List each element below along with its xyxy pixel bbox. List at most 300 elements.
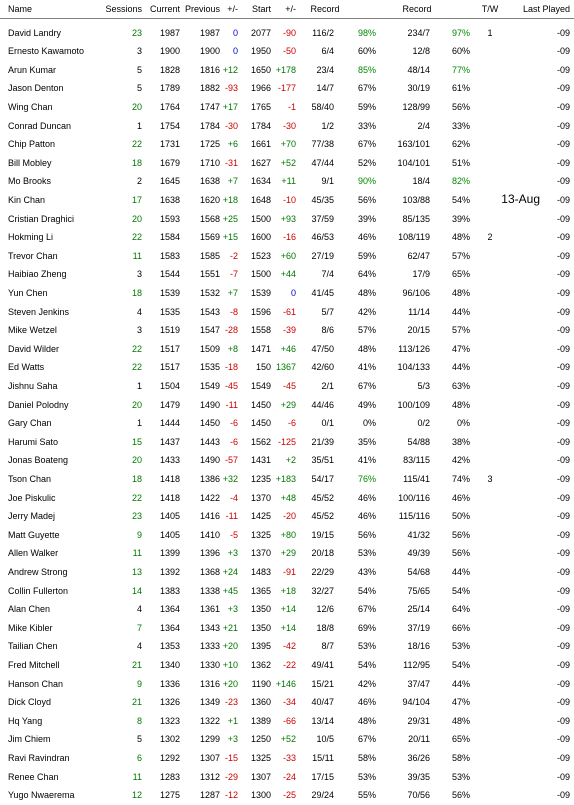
cell-start: 1235 [250, 473, 271, 484]
cell-change1: +12 [222, 64, 238, 75]
cell-record2: 37/19 [407, 622, 430, 633]
cell-previous: 1509 [199, 343, 220, 354]
cell-record1: 49/41 [311, 659, 334, 670]
cell-last: -09 [556, 752, 570, 763]
cell-record2: 115/41 [403, 473, 430, 484]
cell-current: 1418 [159, 492, 180, 503]
cell-previous: 1410 [199, 529, 220, 540]
cell-pct2: 60% [451, 46, 470, 57]
cell-start: 1523 [250, 250, 271, 261]
cell-last: -09 [556, 455, 570, 466]
cell-tw: 3 [487, 473, 493, 484]
cell-previous: 1299 [199, 734, 220, 745]
table-row [0, 135, 574, 154]
cell-record2: 54/68 [407, 566, 430, 577]
cell-sessions: 14 [131, 585, 142, 596]
header-change-1: +/- [227, 4, 238, 14]
cell-pct2: 97% [451, 27, 470, 38]
table-row [0, 303, 574, 322]
cell-current: 1418 [159, 473, 180, 484]
cell-change2: +178 [275, 64, 296, 75]
cell-sessions: 2 [136, 176, 142, 187]
cell-change1: +6 [227, 139, 238, 150]
table-row [0, 42, 574, 61]
cell-name: Mike Wetzel [8, 325, 57, 336]
cell-name: Daniel Polodny [8, 399, 69, 410]
header-last-played: Last Played [522, 4, 570, 14]
header-current: Current [149, 4, 180, 14]
cell-change2: -50 [282, 46, 296, 57]
cell-record2: 85/135 [402, 213, 430, 224]
cell-pct1: 54% [357, 659, 376, 670]
cell-last: -09 [556, 176, 570, 187]
cell-name: Kin Chan [8, 194, 46, 205]
cell-start: 2077 [250, 27, 271, 38]
table-row [0, 61, 574, 80]
table-row [0, 265, 574, 284]
cell-sessions: 11 [132, 548, 142, 559]
cell-record1: 13/14 [311, 715, 334, 726]
cell-change2: -125 [277, 436, 296, 447]
cell-record1: 17/15 [311, 771, 334, 782]
cell-record2: 29/31 [407, 715, 430, 726]
cell-sessions: 18 [131, 473, 142, 484]
table-row [0, 433, 574, 452]
cell-previous: 1322 [199, 715, 220, 726]
cell-name: Allen Walker [8, 548, 59, 559]
cell-last: -09 [556, 529, 570, 540]
cell-change1: +45 [222, 585, 238, 596]
cell-last: -09 [556, 436, 570, 447]
cell-previous: 1490 [199, 455, 220, 466]
cell-change2: +146 [275, 678, 296, 689]
table-row [0, 544, 574, 563]
cell-name: Yun Chen [8, 287, 48, 298]
cell-last: -09 [556, 325, 570, 336]
cell-pct2: 44% [451, 362, 470, 373]
cell-start: 1307 [250, 771, 271, 782]
cell-pct1: 41% [357, 362, 376, 373]
cell-current: 1754 [159, 120, 180, 131]
cell-pct1: 33% [357, 120, 376, 131]
cell-last: -09 [556, 715, 570, 726]
cell-record1: 14/7 [316, 83, 334, 94]
cell-previous: 1620 [199, 194, 220, 205]
cell-record2: 83/115 [403, 455, 430, 466]
cell-record1: 40/47 [311, 697, 334, 708]
cell-sessions: 22 [131, 139, 142, 150]
table-row [0, 117, 574, 136]
cell-name: Jishnu Saha [8, 380, 58, 391]
cell-previous: 1543 [199, 306, 220, 317]
cell-name: David Wilder [8, 343, 60, 354]
date-note: 13-Aug [501, 191, 540, 206]
cell-record1: 23/4 [316, 64, 334, 75]
cell-name: Renee Chan [8, 771, 59, 782]
cell-record1: 27/19 [311, 250, 334, 261]
cell-record1: 37/59 [311, 213, 334, 224]
cell-name: Ernesto Kawamoto [8, 46, 85, 57]
cell-pct1: 76% [357, 473, 376, 484]
cell-record1: 54/17 [311, 473, 334, 484]
cell-change1: +32 [222, 473, 238, 484]
cell-start: 1365 [250, 585, 271, 596]
cell-last: -09 [556, 678, 570, 689]
cell-change2: -1 [287, 101, 296, 112]
table-row [0, 98, 574, 117]
cell-sessions: 1 [136, 120, 142, 131]
cell-start: 1562 [250, 436, 271, 447]
cell-change1: -29 [224, 771, 238, 782]
cell-pct2: 57% [451, 325, 470, 336]
cell-change2: -10 [282, 194, 296, 205]
table-row [0, 228, 574, 247]
cell-change2: 1367 [275, 362, 296, 373]
cell-pct2: 66% [451, 622, 470, 633]
cell-previous: 1535 [199, 362, 220, 373]
table-row [0, 619, 574, 638]
cell-change2: +183 [275, 473, 296, 484]
cell-previous: 1450 [199, 418, 220, 429]
cell-pct1: 64% [357, 269, 376, 280]
cell-start: 1627 [250, 157, 271, 168]
cell-change1: -23 [224, 697, 238, 708]
cell-change1: -15 [224, 752, 238, 763]
cell-record1: 7/4 [321, 269, 334, 280]
cell-pct2: 82% [451, 176, 470, 187]
cell-pct2: 65% [451, 269, 470, 280]
cell-record1: 10/5 [316, 734, 334, 745]
cell-sessions: 22 [131, 492, 142, 503]
cell-start: 1634 [250, 176, 271, 187]
cell-start: 1325 [250, 752, 271, 763]
cell-last: -09 [556, 287, 570, 298]
cell-record2: 104/101 [397, 157, 430, 168]
cell-change2: -42 [282, 641, 296, 652]
cell-pct2: 44% [451, 306, 470, 317]
cell-current: 1392 [159, 566, 180, 577]
cell-previous: 1882 [199, 83, 220, 94]
cell-sessions: 15 [131, 436, 142, 447]
cell-record2: 49/39 [407, 548, 430, 559]
cell-current: 1405 [159, 529, 180, 540]
header-tw: T/W [481, 4, 499, 14]
cell-sessions: 4 [136, 641, 142, 652]
cell-current: 1583 [159, 250, 180, 261]
cell-change2: +52 [280, 157, 296, 168]
table-row [0, 489, 574, 508]
cell-last: -09 [556, 641, 570, 652]
cell-last: -09 [556, 139, 570, 150]
cell-pct1: 53% [357, 548, 376, 559]
cell-name: Conrad Duncan [8, 120, 72, 131]
cell-sessions: 22 [131, 343, 142, 354]
cell-change1: +7 [227, 176, 238, 187]
cell-record1: 12/6 [316, 604, 334, 615]
cell-sessions: 22 [131, 362, 142, 373]
cell-record2: 2/4 [417, 120, 430, 131]
header-sessions: Sessions [105, 4, 142, 14]
cell-previous: 1330 [199, 659, 220, 670]
cell-sessions: 3 [136, 325, 142, 336]
cell-record2: 94/104 [402, 697, 430, 708]
cell-sessions: 6 [136, 752, 142, 763]
table-row [0, 24, 574, 43]
cell-record2: 18/16 [407, 641, 430, 652]
cell-last: -09 [556, 697, 570, 708]
cell-start: 1450 [250, 418, 271, 429]
cell-change1: +3 [227, 604, 238, 615]
cell-current: 1544 [159, 269, 180, 280]
cell-name: Arun Kumar [8, 64, 57, 75]
cell-sessions: 22 [131, 232, 142, 243]
cell-last: -09 [556, 101, 570, 112]
cell-change1: +3 [227, 548, 238, 559]
cell-pct2: 42% [451, 455, 470, 466]
cell-current: 1292 [159, 752, 180, 763]
cell-pct1: 43% [357, 566, 376, 577]
cell-record1: 20/18 [311, 548, 334, 559]
cell-pct1: 48% [357, 343, 376, 354]
table-row [0, 712, 574, 731]
cell-pct2: 47% [451, 697, 470, 708]
cell-last: -09 [556, 64, 570, 75]
cell-start: 1558 [250, 325, 271, 336]
cell-record1: 32/27 [311, 585, 334, 596]
cell-change2: +14 [280, 622, 296, 633]
cell-pct2: 48% [451, 715, 470, 726]
cell-sessions: 13 [131, 566, 142, 577]
cell-sessions: 23 [131, 27, 142, 38]
cell-change2: -91 [282, 566, 296, 577]
cell-previous: 1422 [199, 492, 220, 503]
cell-last: -09 [556, 511, 570, 522]
cell-record1: 42/60 [311, 362, 334, 373]
cell-start: 1500 [250, 269, 271, 280]
cell-record2: 17/9 [412, 269, 430, 280]
cell-current: 1444 [159, 418, 180, 429]
cell-change2: +60 [280, 250, 296, 261]
cell-start: 1471 [250, 343, 271, 354]
table-row [0, 247, 574, 266]
cell-sessions: 11 [132, 771, 142, 782]
cell-change1: -12 [224, 790, 238, 801]
cell-current: 1479 [159, 399, 180, 410]
cell-name: Trevor Chan [8, 250, 58, 261]
cell-previous: 1361 [199, 604, 220, 615]
cell-change1: +15 [222, 232, 238, 243]
cell-record1: 22/29 [311, 566, 334, 577]
cell-previous: 1307 [199, 752, 220, 763]
cell-previous: 1532 [199, 287, 220, 298]
cell-current: 1302 [159, 734, 180, 745]
cell-pct1: 41% [357, 455, 376, 466]
cell-change1: -5 [229, 529, 238, 540]
cell-start: 1370 [250, 548, 271, 559]
cell-record2: 128/99 [402, 101, 430, 112]
cell-previous: 1386 [199, 473, 220, 484]
cell-change1: -57 [224, 455, 238, 466]
cell-last: -09 [556, 120, 570, 131]
table-row [0, 675, 574, 694]
cell-name: Chip Patton [8, 139, 56, 150]
cell-name: Matt Guyette [8, 529, 60, 540]
cell-record2: 30/19 [407, 83, 430, 94]
cell-record2: 5/3 [417, 380, 430, 391]
cell-record2: 100/116 [398, 492, 430, 503]
cell-current: 1405 [159, 511, 180, 522]
cell-record1: 116/2 [312, 27, 334, 38]
cell-pct2: 44% [451, 566, 470, 577]
table-row [0, 377, 574, 396]
table-row [0, 154, 574, 173]
cell-change1: -31 [224, 157, 238, 168]
cell-pct1: 98% [357, 27, 376, 38]
cell-pct1: 59% [357, 250, 376, 261]
cell-current: 1519 [159, 325, 180, 336]
cell-sessions: 9 [136, 529, 142, 540]
cell-sessions: 20 [131, 455, 142, 466]
cell-name: Alan Chen [8, 604, 51, 615]
cell-start: 1431 [250, 455, 271, 466]
cell-pct1: 60% [357, 46, 376, 57]
cell-previous: 1568 [199, 213, 220, 224]
cell-sessions: 3 [136, 269, 142, 280]
cell-sessions: 4 [136, 604, 142, 615]
cell-pct1: 49% [357, 399, 376, 410]
header-name: Name [8, 4, 33, 14]
cell-previous: 1349 [199, 697, 220, 708]
table-row [0, 79, 574, 98]
cell-current: 1679 [159, 157, 180, 168]
cell-name: Jason Denton [8, 83, 64, 94]
cell-record2: 103/88 [402, 194, 430, 205]
cell-record2: 70/56 [407, 790, 430, 801]
cell-record2: 104/133 [397, 362, 430, 373]
cell-change2: +46 [280, 343, 296, 354]
cell-current: 1275 [159, 790, 180, 801]
cell-previous: 1396 [199, 548, 220, 559]
table-row [0, 358, 574, 377]
cell-change2: -24 [282, 771, 296, 782]
cell-last: -09 [556, 585, 570, 596]
header-row [0, 0, 574, 19]
cell-pct2: 74% [451, 473, 470, 484]
cell-change1: -6 [229, 418, 238, 429]
cell-sessions: 4 [136, 306, 142, 317]
table-row [0, 451, 574, 470]
table-row [0, 210, 574, 229]
cell-change2: -66 [282, 715, 296, 726]
cell-pct2: 39% [451, 213, 470, 224]
cell-previous: 1816 [199, 64, 220, 75]
cell-record2: 11/14 [408, 306, 430, 317]
cell-record2: 20/15 [407, 325, 430, 336]
cell-tw: 2 [487, 232, 493, 243]
cell-pct1: 46% [357, 511, 376, 522]
cell-record1: 18/8 [316, 622, 334, 633]
cell-pct2: 57% [451, 250, 470, 261]
cell-pct1: 46% [357, 232, 376, 243]
cell-name: Wing Chan [8, 101, 53, 112]
cell-change2: +14 [280, 604, 296, 615]
cell-current: 1437 [159, 436, 180, 447]
cell-previous: 1549 [199, 380, 220, 391]
cell-current: 1353 [159, 641, 180, 652]
cell-change2: +44 [280, 269, 296, 280]
cell-record2: 18/4 [412, 176, 430, 187]
cell-pct2: 48% [451, 399, 470, 410]
cell-change1: +8 [227, 343, 238, 354]
table-row [0, 470, 574, 489]
cell-pct2: 54% [451, 194, 470, 205]
cell-record1: 35/51 [311, 455, 334, 466]
cell-start: 1350 [250, 604, 271, 615]
cell-previous: 1987 [199, 27, 220, 38]
cell-pct1: 54% [357, 585, 376, 596]
cell-pct1: 57% [357, 325, 376, 336]
cell-sessions: 23 [131, 511, 142, 522]
cell-change1: +20 [222, 678, 238, 689]
cell-name: Fred Mitchell [8, 659, 60, 670]
cell-last: -09 [556, 566, 570, 577]
cell-pct2: 63% [451, 380, 470, 391]
cell-record1: 47/50 [311, 343, 334, 354]
cell-previous: 1312 [199, 771, 220, 782]
cell-current: 1584 [159, 232, 180, 243]
cell-record2: 96/106 [402, 287, 430, 298]
cell-current: 1504 [159, 380, 180, 391]
cell-record1: 0/1 [321, 418, 334, 429]
cell-pct1: 46% [357, 492, 376, 503]
cell-record1: 77/38 [311, 139, 334, 150]
cell-name: Jim Chiem [8, 734, 51, 745]
cell-record1: 47/44 [311, 157, 334, 168]
cell-name: Haibiao Zheng [8, 269, 67, 280]
cell-start: 1650 [250, 64, 271, 75]
cell-record2: 41/32 [407, 529, 430, 540]
table-row [0, 637, 574, 656]
cell-pct1: 48% [357, 715, 376, 726]
cell-change1: -11 [225, 511, 238, 522]
table-row [0, 321, 574, 340]
cell-name: Bill Mobley [8, 157, 52, 168]
cell-record2: 0/2 [417, 418, 430, 429]
table-row [0, 693, 574, 712]
cell-name: Hanson Chan [8, 678, 64, 689]
cell-sessions: 18 [131, 157, 142, 168]
cell-pct1: 67% [357, 734, 376, 745]
cell-name: Ed Watts [8, 362, 45, 373]
cell-start: 1549 [250, 380, 271, 391]
cell-start: 1362 [250, 659, 271, 670]
cell-sessions: 5 [136, 734, 142, 745]
cell-record1: 44/46 [311, 399, 334, 410]
cell-record2: 20/11 [408, 734, 430, 745]
cell-record2: 112/95 [403, 659, 430, 670]
cell-current: 1326 [159, 697, 180, 708]
cell-record2: 115/116 [398, 511, 430, 522]
cell-record1: 29/24 [311, 790, 334, 801]
table-row [0, 768, 574, 787]
cell-change1: +7 [227, 287, 238, 298]
cell-name: Hq Yang [8, 715, 43, 726]
cell-pct2: 53% [451, 641, 470, 652]
cell-current: 1535 [159, 306, 180, 317]
cell-current: 1383 [159, 585, 180, 596]
cell-change1: +21 [222, 622, 238, 633]
cell-record1: 2/1 [321, 380, 334, 391]
